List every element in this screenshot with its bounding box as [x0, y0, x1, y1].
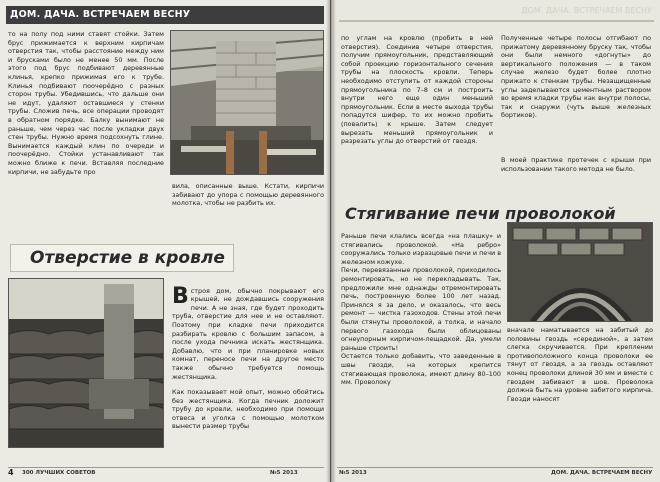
chimney-attic-photo	[170, 30, 324, 175]
left-footer-issue: №5 2013	[270, 470, 298, 476]
left-column-2-text: вила, описанные выше. Кстати, кирпичи забивают до упора с помощью деревянного молотка, чтобы не разбить их.	[172, 182, 324, 208]
right-footer-rule	[337, 467, 653, 468]
left-body-paragraph-1: строя дом, обычно покрывают его крышей, не дождавшись сооружения печи. А не зная, где будет проходить труба, отверстие для нее и не оставляют. Поэтому при кладке печи приходится разбирать кровлю с большим запасом, а после ухода печника искать жестянщика. Добавлю, что и при планировке новых комнат, переносе печи на другое место также обычно требуется помощь жестянщика.	[172, 286, 324, 381]
section-header-title: ДОМ. ДАЧА. ВСТРЕЧАЕМ ВЕСНУ	[10, 9, 191, 20]
right-header-rule	[339, 20, 654, 22]
right-footer-title: ДОМ. ДАЧА. ВСТРЕЧАЕМ ВЕСНУ	[551, 470, 653, 476]
stove-brickwork-photo	[507, 222, 653, 322]
left-body-paragraph-2: Как показывает мой опыт, можно обойтись без жестянщика. Когда печник доложит трубу до кровли, необходимо при помощи отвеса и уголка с помощью молотком вынести размер трубы	[172, 388, 324, 431]
section-heading-roof-hole: Отверстие в кровле	[30, 248, 225, 268]
right-column-2-text: Полученные четыре полосы отгибают по прижатому деревянному бруску так, чтобы они были немного «догнуты» до вертикального положения — в таком случае железо будет более плотно прижато к стенкам трубы. Незащищенные углы заделываются цементным раствором во время кладки трубы как внутри полосы, так и снаружи (чуть выше железных бортиков).	[501, 34, 651, 120]
left-column-1-text: то на полу под ними ставят стойки. Затем брус прижимается к верхним кирпичам отверстия так, чтобы расстояние между ним и брусками было не менее 50 мм. После этого под брус подбивают деревянные клинья, крепко прижимая его к трубе. Клинья подбивают поочерёдно с разных сторон трубы. Убедившись, что дальше они не идут, удаляют оставшиеся у стенки трубы. Сложив печь, все операции проводят в обратном порядке. Балку вынимают не раньше, чем через час после укладки двух стен трубы. Нужно время подсохнуть глине. Вынимается каждый клин по очереди и поочерёдно. Стойки устанавливают так можно ближе к печи. Вставляя последние кирпичи, не забудьте про	[8, 30, 164, 176]
left-footer-rule	[8, 467, 324, 468]
right-column-2-conclusion: В моей практике протечек с крыши при использовании такого метода не было.	[501, 156, 651, 173]
right-column-1-text: по углам на кровлю (пробить в ней отверстия). Соединив четыре отверстия, получим прямоугольник, представляющий собой проекцию горизонтального сечения трубы на плоскость кровли. Теперь необходимо отступить от каждой стороны прямоугольника по 7–8 см и построить внутри него еще один меньший прямоугольник. Если в месте выхода трубы попадутся шифер, то их можно пробить (повалить) к крыше. Затем следует вырезать меньший прямоугольник и разрезать углы до отверстий от гвоздя.	[341, 34, 493, 146]
right-footer-issue: №5 2013	[339, 470, 367, 476]
left-page-number: 4	[8, 468, 14, 477]
right-wire-text-2: вначале наматывается на забитый до половины гвоздь «серединой», а затем слегка скручивается. При креплении противоположного конца проволоки ее тянут от гвоздя, а за гвоздь оставляют конец проволоки длиной 30 мм и вместе с гвоздем забивают в шов. Проволока должна быть на уровне забитого кирпича. Гвозди наносят	[507, 326, 653, 403]
book-gutter-shadow	[326, 0, 336, 482]
right-wire-text: Раньше печи клались всегда «на плашку» и стягивались проволокой. «На ребро» сооружались только изразцовые печи и печи в железном кожухе. Печи, перевязанные проволокой, приходилось ремонтировать, но не перекладывать. Так, предложили мне однажды отремонтировать печь, построенную более 100 лет назад. Принялся я за дело, и оказалось, что весь ремонт — чистка газоходов. Стены этой печи были стянуты проволокой, а толка, и начало первого газохода были облицованы огнеупорным кирпичом-лещадкой. Да, умели раньше строить! Остается только добавить, что заведенные в швы гвозди, на которых крепится стягивающая проволока, имеют длину 80–100 мм. Проволоку	[341, 232, 501, 387]
section-heading-wire: Стягивание печи проволокой	[345, 204, 616, 223]
right-page	[331, 0, 660, 482]
left-body-text	[172, 278, 324, 383]
left-footer-magazine: 300 ЛУЧШИХ СОВЕТОВ	[22, 470, 96, 476]
right-header-ghost: ДОМ. ДАЧА. ВСТРЕЧАЕМ ВЕСНУ	[521, 6, 652, 15]
roof-chimney-photo	[8, 278, 164, 448]
drop-cap: В	[172, 283, 189, 309]
